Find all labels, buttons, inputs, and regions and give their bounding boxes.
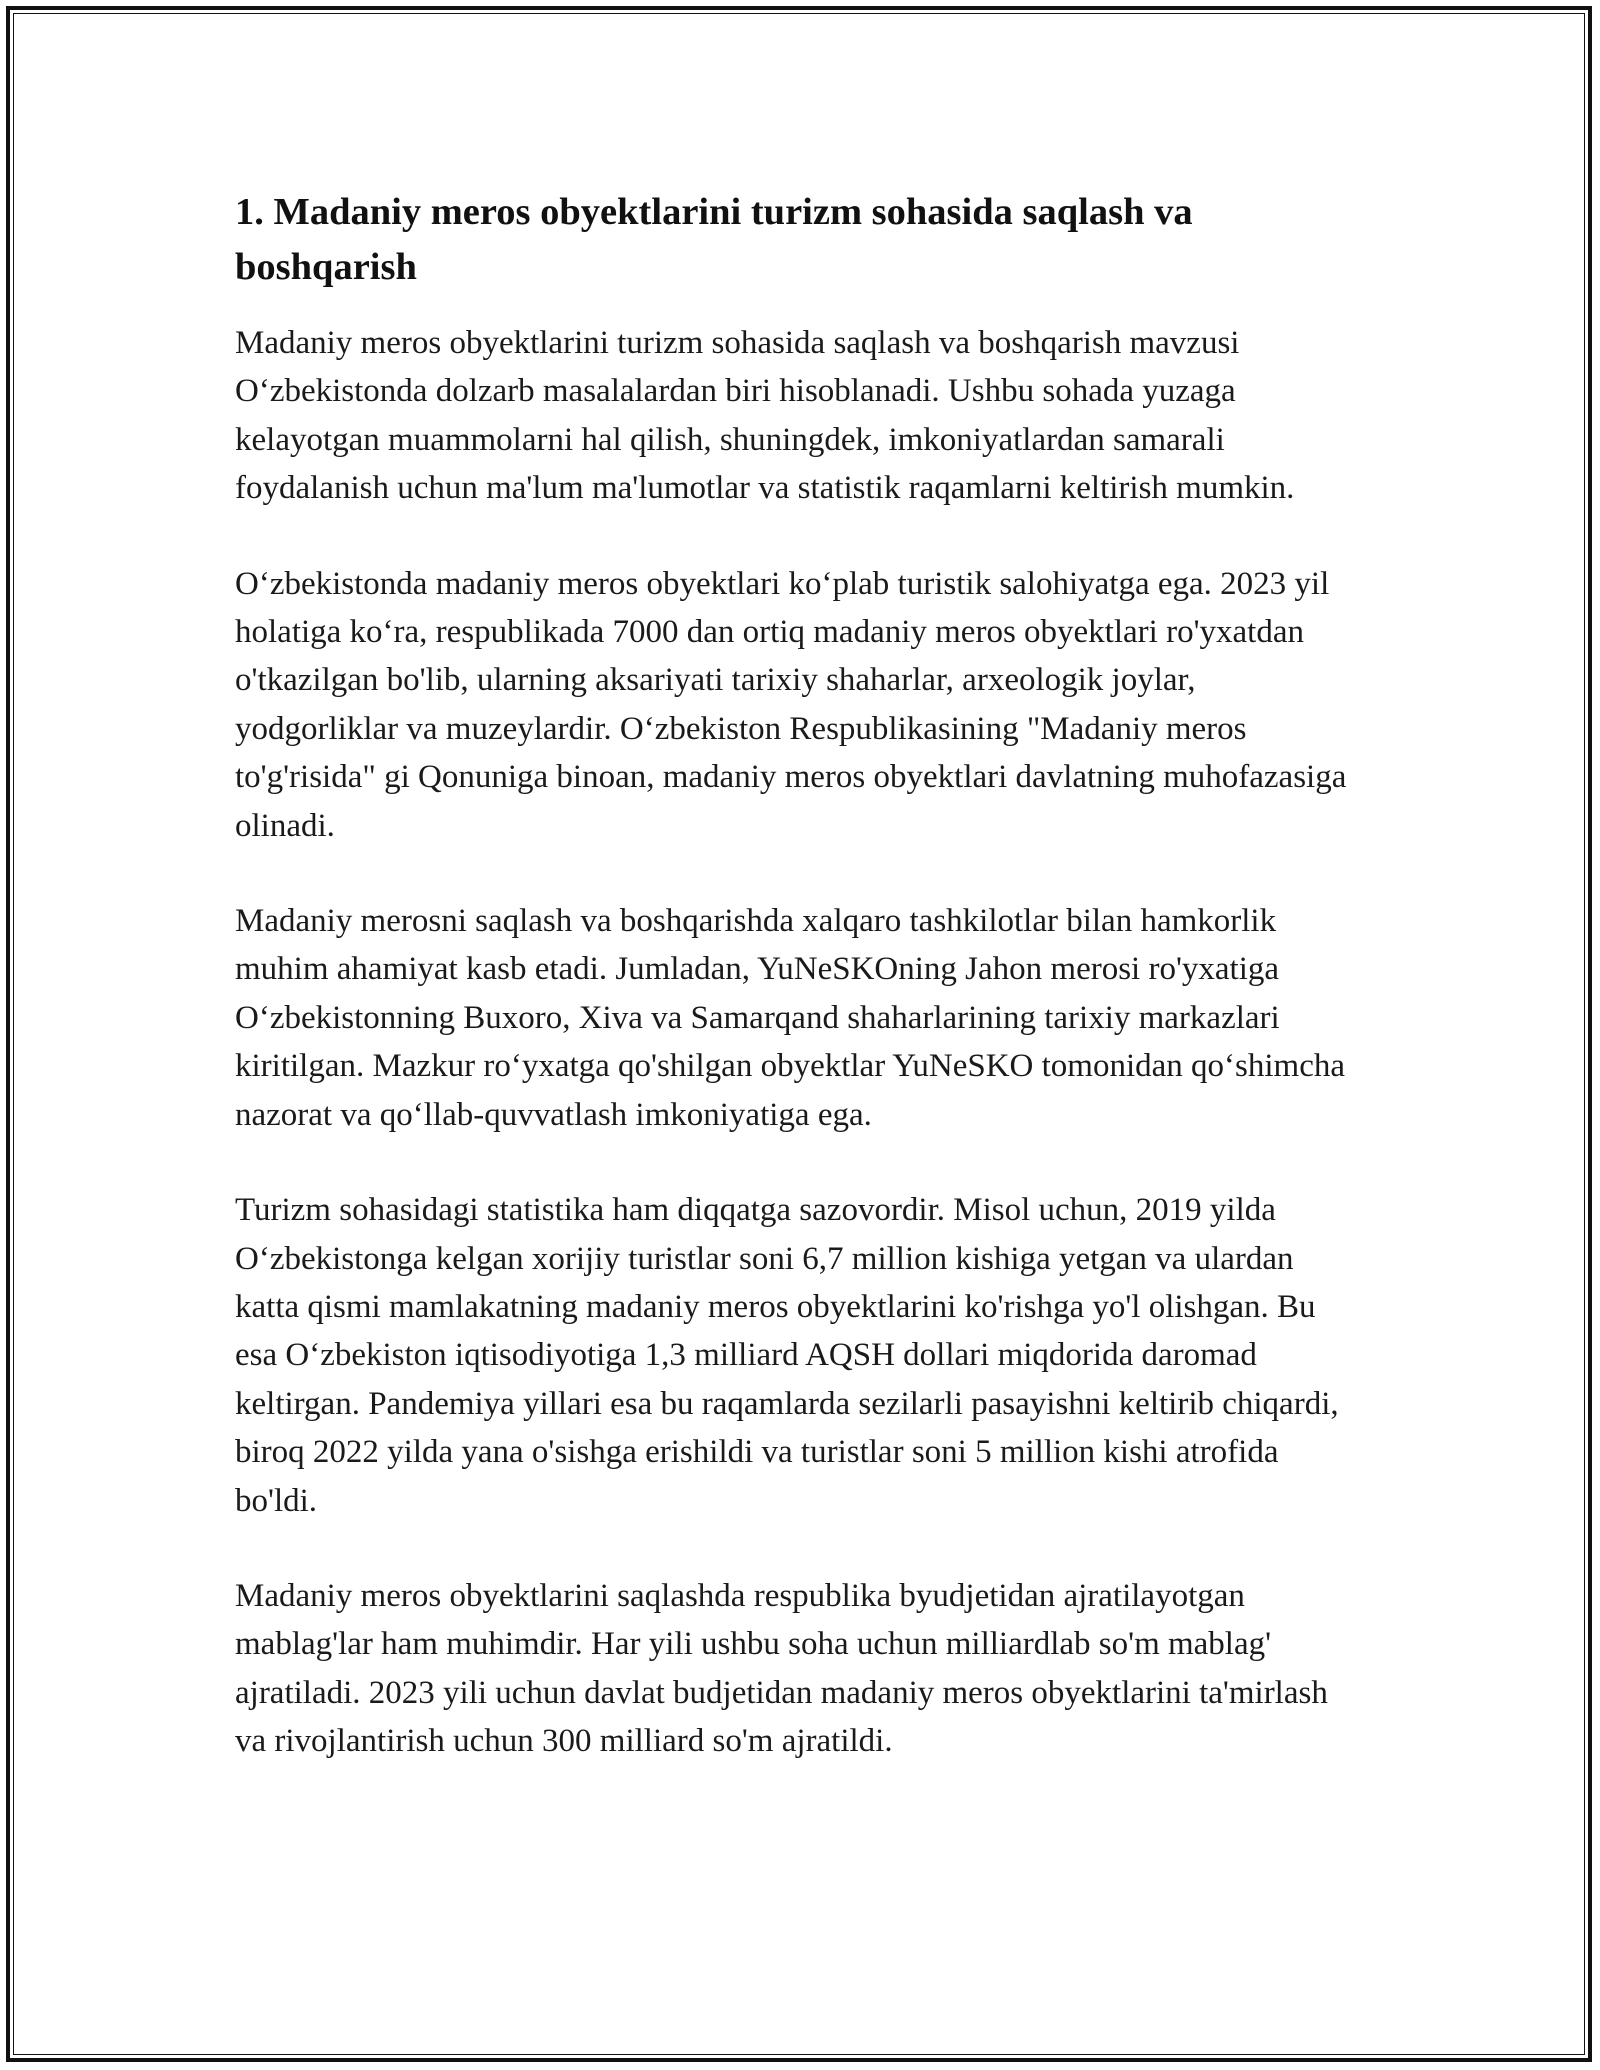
document-body xyxy=(235,185,1365,1813)
paragraph-2: O‘zbekistonda madaniy meros obyektlari ko‘plab turistik salohiyatga ega. 2023 yil holatiga ko‘ra, respublikada 7000 dan ortiq madaniy meros obyektlari ro'yxatdan o'tkazilgan bo'lib, ularning aksariyati tarixiy shaharlar, arxeologik joylar, yodgorliklar va muzeylardir. O‘zbekiston Respublikasining "Madaniy meros to'g'risida" gi Qonuniga binoan, madaniy meros obyektlari davlatning muhofazasiga olinadi. xyxy=(235,565,1347,844)
paragraph-1: Madaniy meros obyektlarini turizm sohasida saqlash va boshqarish mavzusi O‘zbekistonda dolzarb masalalardan biri hisoblanadi. Ushbu sohada yuzaga kelayotgan muammolarni hal qilish, shuningdek, imkoniyatlardan samarali foydalanish uchun ma'lum ma'lumotlar va statistik raqamlarni keltirish mumkin. xyxy=(235,325,1295,507)
section-heading: 1. Madaniy meros obyektlarini turizm sohasida saqlash va boshqarish xyxy=(235,191,1193,288)
paragraph-4: Turizm sohasidagi statistika ham diqqatga sazovordir. Misol uchun, 2019 yilda O‘zbekistonga kelgan xorijiy turistlar soni 6,7 million kishiga yetgan va ulardan katta qismi mamlakatning madaniy meros obyektlarini ko'rishga yo'l olishgan. Bu esa O‘zbekiston iqtisodiyotiga 1,3 milliard AQSH dollari miqdorida daromad keltirgan. Pandemiya yillari esa bu raqamlarda sezilarli pasayishni keltirib chiqardi, biroq 2022 yilda yana o'sishga erishildi va turistlar soni 5 million kishi atrofida bo'ldi. xyxy=(235,1192,1339,1519)
paragraph-3: Madaniy merosni saqlash va boshqarishda xalqaro tashkilotlar bilan hamkorlik muhim ahamiyat kasb etadi. Jumladan, YuNeSKOning Jahon merosi ro'yxatiga O‘zbekistonning Buxoro, Xiva va Samarqand shaharlarining tarixiy markazlari kiritilgan. Mazkur ro‘yxatga qo'shilgan obyektlar YuNeSKO tomonidan qo‘shimcha nazorat va qo‘llab-quvvatlash imkoniyatiga ega. xyxy=(235,903,1345,1133)
paragraph-5: Madaniy meros obyektlarini saqlashda respublika byudjetidan ajratilayotgan mablag'lar ham muhimdir. Har yili ushbu soha uchun milliardlab so'm mablag' ajratiladi. 2023 yili uchun davlat budjetidan madaniy meros obyektlarini ta'mirlash va rivojlantirish uchun 300 milliard so'm ajratildi. xyxy=(235,1577,1328,1760)
